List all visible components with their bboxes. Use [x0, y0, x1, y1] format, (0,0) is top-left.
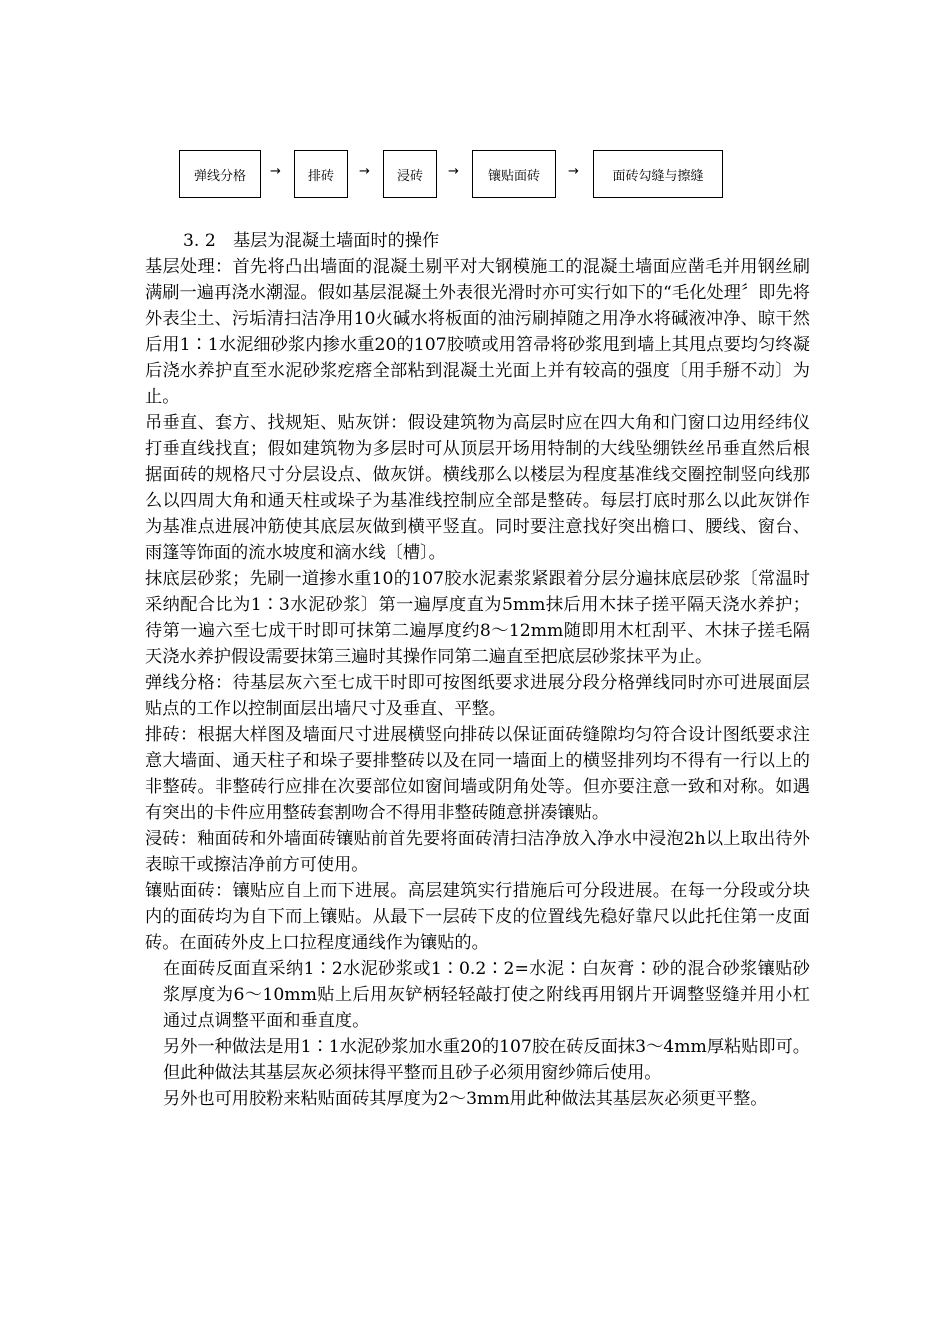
flow-step-xiang-tie-mian-zhuan: 镶贴面砖	[472, 150, 556, 198]
paragraph-tiling: 镶贴面砖：镶贴应自上而下进展。高层建筑实行措施后可分段进展。在每一分段或分块内的面砖均为自下而上镶贴。从最下一层砖下皮的位置线先稳好靠尺以此托住第一皮面砖。在面砖外皮上口拉程度通线作为镶贴的。	[145, 881, 810, 953]
flow-step-jin-zhuan: 浸砖	[383, 150, 437, 198]
flow-arrow-icon: →	[359, 164, 370, 179]
paragraph-soaking-tiles: 浸砖：釉面砖和外墙面砖镶贴前首先要将面砖清扫洁净放入净水中浸泡2h以上取出待外表晾干或擦洁净前方可使用。	[145, 829, 810, 875]
process-flowchart	[0, 150, 950, 202]
paragraph-base-mortar: 抹底层砂浆；先刷一道掺水重10的107胶水泥素浆紧跟着分层分遍抹底层砂浆〔常温时采纳配合比为1∶3水泥砂浆〕第一遍厚度直为5mm抹后用木抹子搓平隔天浇水养护；待第一遍六至七成干时即可抹第二遍厚度约8～12mm随即用木杠刮平、木抹子搓毛隔天浇水养护假设需要抹第三遍时其操作同第二遍直至把底层砂浆抹平为止。	[145, 569, 810, 667]
paragraph-snapping-lines: 弹线分格：待基层灰六至七成干时即可按图纸要求进展分段分格弹线同时亦可进展面层贴点的工作以控制面层出墙尺寸及垂直、平整。	[145, 673, 810, 719]
paragraph-adhesive-powder: 另外也可用胶粉来粘贴面砖其厚度为2～3mm用此种做法其基层灰必须更平整。	[163, 1089, 768, 1109]
flow-step-gou-feng-ca-feng: 面砖勾缝与擦缝	[593, 150, 723, 198]
flow-arrow-icon: →	[270, 164, 281, 179]
paragraph-mortar-mix: 在面砖反面直采纳1∶2水泥砂浆或1∶0.2∶2=水泥∶白灰膏∶砂的混合砂浆镶贴砂浆厚度为6～10mm贴上后用灰铲柄轻轻敲打使之附线再用钢片开调整竖缝并用小杠通过点调整平面和垂直度。	[163, 959, 810, 1031]
section-heading: 3. 2 基层为混凝土墙面时的操作	[183, 231, 440, 251]
paragraph-base-treatment: 基层处理：首先将凸出墙面的混凝土剔平对大钢模施工的混凝土墙面应凿毛并用钢丝刷满刷一遍再浇水潮湿。假如基层混凝土外表很光滑时亦可实行如下的“毛化处理〞即先将外表尘土、污垢清扫洁净用10火碱水将板面的油污刷掉随之用净水将碱液冲净、晾干然后用1∶1水泥细砂浆内掺水重20的107胶喷或用笤帚将砂浆甩到墙上其甩点要均匀终凝后浇水养护直至水泥砂浆疙瘩全部粘到混凝土光面上并有较高的强度〔用手掰不动〕为止。	[145, 257, 810, 407]
flow-step-tan-xian-fen-ge: 弹线分格	[179, 150, 261, 198]
paragraph-alternative-method: 另外一种做法是用1∶1水泥砂浆加水重20的107胶在砖反面抹3～4mm厚粘贴即可。但此种做法其基层灰必须抹得平整而且砂子必须用窗纱筛后使用。	[163, 1037, 810, 1083]
paragraph-plumb-and-reference: 吊垂直、套方、找规矩、贴灰饼：假设建筑物为高层时应在四大角和门窗口边用经纬仪打垂直线找直；假如建筑物为多层时可从顶层开场用特制的大线坠绷铁丝吊垂直然后根据面砖的规格尺寸分层设点、做灰饼。横线那么以楼层为程度基准线交圈控制竖向线那么以四周大角和通天柱或垛子为基准线控制应全部是整砖。每层打底时那么以此灰饼作为基准点进展冲筋使其底层灰做到横平竖直。同时要注意找好突出檐口、腰线、窗台、雨篷等饰面的流水坡度和滴水线〔槽〕。	[145, 413, 810, 563]
document-body	[145, 228, 810, 1112]
paragraph-tile-layout: 排砖：根据大样图及墙面尺寸进展横竖向排砖以保证面砖缝隙均匀符合设计图纸要求注意大墙面、通天柱子和垛子要排整砖以及在同一墙面上的横竖排列均不得有一行以上的非整砖。非整砖行应排在次要部位如窗间墙或阴角处等。但亦要注意一致和对称。如遇有突出的卡件应用整砖套割吻合不得用非整砖随意拼凑镶贴。	[145, 725, 810, 823]
flow-step-pai-zhuan: 排砖	[294, 150, 348, 198]
flow-arrow-icon: →	[448, 164, 459, 179]
flow-arrow-icon: →	[568, 164, 579, 179]
